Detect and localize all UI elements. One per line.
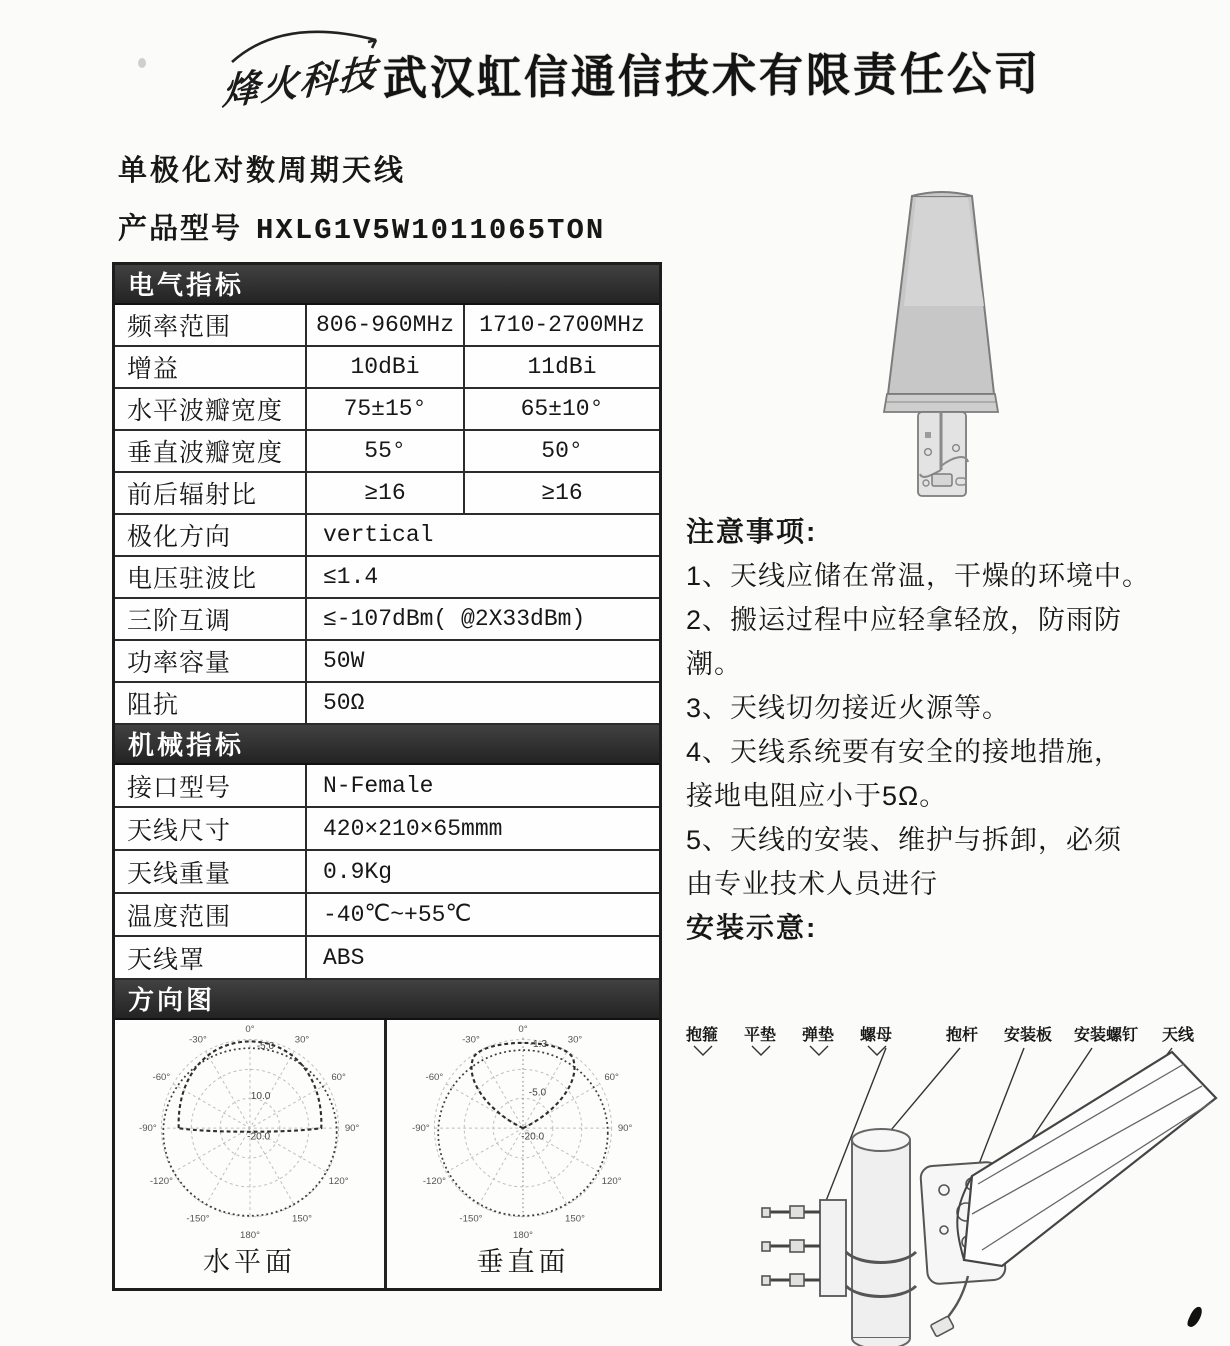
note-line: 潮。 — [686, 649, 742, 679]
install-label-nut: 螺母 — [860, 1027, 893, 1044]
table-row — [115, 305, 659, 347]
table-row — [115, 557, 659, 599]
radial-label-mid: -5.0 — [528, 1087, 547, 1099]
scan-smudge — [138, 58, 146, 68]
antenna-product-figure — [846, 186, 1038, 508]
radial-label-top: -1.3 — [529, 1039, 548, 1051]
table-row — [115, 851, 659, 894]
row-value-high-band: 1710-2700MHz — [463, 305, 659, 345]
table-row — [115, 937, 659, 980]
note-line: 3、天线切勿接近火源等。 — [686, 693, 1011, 723]
install-heading: 安装示意: — [686, 912, 818, 943]
row-label: 前后辐射比 — [127, 481, 258, 509]
angle-tick: -90° — [412, 1123, 430, 1135]
angle-tick: 0° — [518, 1023, 528, 1035]
antenna-wedge — [964, 1052, 1216, 1266]
row-label: 极化方向 — [127, 523, 232, 551]
angle-tick: -90° — [138, 1123, 157, 1135]
polar-plot-vertical — [387, 1020, 659, 1288]
row-value: -40℃~+55℃ — [305, 894, 659, 935]
antenna-base-band — [884, 394, 998, 412]
install-diagram — [672, 1014, 1230, 1346]
pole — [852, 1140, 910, 1338]
install-label-mount-screw: 安装螺钉 — [1074, 1027, 1139, 1044]
row-label: 接口型号 — [127, 773, 232, 802]
radial-label-top: -5.0 — [256, 1041, 274, 1053]
polar-chart-horizontal — [119, 1020, 381, 1244]
notes-heading: 注意事项: — [686, 516, 818, 547]
angle-tick: 90° — [344, 1123, 359, 1135]
note-line: 2、搬运过程中应轻拿轻放，防雨防 — [686, 605, 1123, 635]
angle-tick: 90° — [617, 1123, 633, 1135]
table-row — [115, 894, 659, 937]
angle-tick: -60° — [425, 1071, 444, 1083]
notes-section — [686, 510, 1230, 950]
radial-label-center: -20.0 — [521, 1131, 545, 1143]
product-model-value: HXLG1V5W1011065TON — [256, 214, 606, 247]
angle-tick: 180° — [513, 1229, 533, 1241]
product-model-label: 产品型号 — [118, 213, 243, 245]
row-value-low-band: 806-960MHz — [305, 305, 463, 345]
row-value: ≤-107dBm( @2X33dBm) — [305, 599, 659, 639]
plot-caption-vertical: 垂直面 — [476, 1247, 570, 1277]
row-label: 电压驻波比 — [127, 565, 258, 593]
install-connector — [930, 1316, 954, 1337]
row-label: 天线重量 — [127, 859, 232, 888]
install-label-antenna: 天线 — [1162, 1027, 1195, 1044]
row-label: 阻抗 — [127, 691, 180, 719]
row-value: ABS — [305, 937, 659, 978]
row-value-high-band: ≥16 — [463, 473, 659, 513]
table-row — [115, 683, 659, 725]
row-label: 三阶互调 — [127, 607, 232, 635]
radial-label-center: -20.0 — [246, 1131, 270, 1143]
table-row — [115, 808, 659, 851]
row-label: 增益 — [127, 355, 180, 383]
table-row — [115, 473, 659, 515]
antenna-connector — [932, 474, 952, 486]
row-value: N-Female — [305, 765, 659, 806]
install-label-mount-plate: 安装板 — [1004, 1027, 1053, 1044]
plot-caption-horizontal: 水平面 — [203, 1247, 296, 1277]
row-value: 420×210×65mmm — [305, 808, 659, 849]
angle-tick: 0° — [244, 1023, 255, 1035]
table-row — [115, 641, 659, 683]
polar-plot-horizontal — [115, 1020, 387, 1288]
logo-swoosh-icon — [228, 24, 388, 66]
clamp-bracket — [820, 1200, 846, 1296]
install-label-flat-washer: 平垫 — [744, 1027, 777, 1044]
angle-tick: -30° — [462, 1034, 480, 1046]
antenna-radome-top — [912, 192, 972, 196]
band-pattern: 方向图 — [115, 980, 659, 1020]
pole-bottom — [852, 1338, 910, 1346]
row-label: 垂直波瓣宽度 — [127, 439, 284, 467]
row-label: 水平波瓣宽度 — [127, 397, 284, 425]
install-label-clamp: 抱箍 — [686, 1027, 719, 1044]
row-value: 50W — [305, 641, 659, 681]
angle-tick: -120° — [422, 1176, 446, 1188]
table-row — [115, 389, 659, 431]
pattern-plots — [115, 1020, 659, 1288]
angle-tick: 60° — [330, 1071, 346, 1083]
row-value-low-band: ≥16 — [305, 473, 463, 513]
row-label: 温度范围 — [127, 902, 232, 931]
note-line: 4、天线系统要有安全的接地措施， — [686, 737, 1123, 767]
product-title: 单极化对数周期天线 — [118, 155, 407, 187]
table-row — [115, 431, 659, 473]
company-name: 武汉虹信通信技术有限责任公司 — [382, 48, 1042, 105]
angle-tick: 120° — [328, 1176, 349, 1188]
radial-label-mid: 10.0 — [250, 1091, 270, 1103]
angle-tick: 150° — [291, 1213, 312, 1225]
note-line: 5、天线的安装、维护与拆卸，必须 — [686, 825, 1123, 855]
row-value: ≤1.4 — [305, 557, 659, 597]
angle-tick: -30° — [188, 1034, 207, 1046]
row-value-low-band: 75±15° — [305, 389, 463, 429]
table-row — [115, 765, 659, 808]
angle-tick: -150° — [185, 1213, 210, 1225]
angle-tick: 180° — [239, 1229, 260, 1241]
company-logo-script: 烽火科技 — [221, 52, 379, 113]
table-row — [115, 599, 659, 641]
note-line: 接地电阻应小于5Ω。 — [686, 781, 948, 811]
note-line: 由专业技术人员进行 — [686, 869, 938, 899]
row-value-high-band: 11dBi — [463, 347, 659, 387]
spec-table — [112, 262, 662, 1291]
angle-tick: -150° — [459, 1213, 483, 1225]
row-label: 频率范围 — [127, 313, 232, 341]
table-row — [115, 515, 659, 557]
row-label: 天线尺寸 — [127, 816, 232, 845]
table-row — [115, 347, 659, 389]
note-line: 1、天线应储在常温，干燥的环境中。 — [686, 561, 1151, 591]
row-value-low-band: 10dBi — [305, 347, 463, 387]
angle-tick: 120° — [601, 1176, 622, 1188]
row-value: 50Ω — [305, 683, 659, 723]
row-value: vertical — [305, 515, 659, 555]
plate-screw — [925, 432, 931, 438]
polar-chart-vertical — [392, 1020, 654, 1244]
angle-tick: 60° — [604, 1071, 619, 1083]
product-model — [118, 206, 605, 247]
row-label: 功率容量 — [127, 649, 232, 677]
pole-top — [852, 1129, 910, 1151]
row-value-high-band: 65±10° — [463, 389, 659, 429]
row-value: 0.9Kg — [305, 851, 659, 892]
angle-tick: 30° — [294, 1034, 309, 1046]
row-value-low-band: 55° — [305, 431, 463, 471]
install-label-pole: 抱杆 — [946, 1027, 979, 1044]
angle-tick: 150° — [565, 1213, 585, 1225]
install-label-spring-washer: 弹垫 — [802, 1027, 835, 1044]
angle-tick: 30° — [567, 1034, 583, 1046]
band-mechanical: 机械指标 — [115, 725, 659, 765]
band-electrical: 电气指标 — [115, 265, 659, 305]
row-value-high-band: 50° — [463, 431, 659, 471]
row-label: 天线罩 — [127, 945, 206, 974]
angle-tick: -60° — [151, 1071, 170, 1083]
angle-tick: -120° — [149, 1176, 173, 1188]
